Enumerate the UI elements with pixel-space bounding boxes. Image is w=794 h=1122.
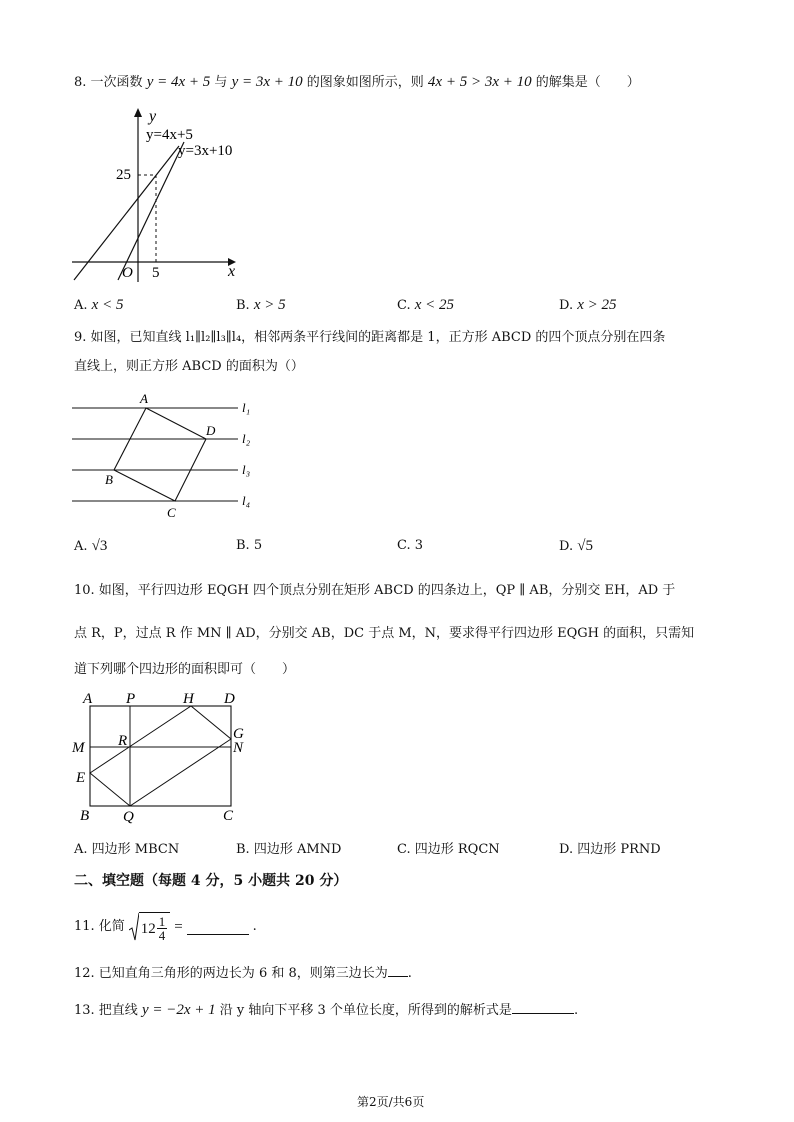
q13 bbox=[74, 999, 578, 1020]
q9-label-l3: l₃ bbox=[242, 462, 251, 477]
q10-stem-line2: 点 R，P，过点 R 作 MN ∥ AD，分别交 AB，DC 于点 M，N，要求得平行四边形 EQGH 的面积，只需知 bbox=[74, 626, 695, 641]
q10-option-b-letter: B. bbox=[236, 842, 250, 857]
q11-end: . bbox=[252, 919, 257, 934]
q10-option-d-text: 四边形 PRND bbox=[577, 842, 661, 857]
q10-label-e: E bbox=[76, 770, 86, 786]
q10-option-c-letter: C. bbox=[397, 842, 411, 857]
q10-label-b: B bbox=[80, 808, 90, 824]
q10-parallelogram-eqgh bbox=[90, 706, 231, 806]
q9-label-d: D bbox=[206, 423, 216, 438]
page-footer: 第2页/共6页 bbox=[357, 1095, 425, 1109]
q9-option-d-letter: D. bbox=[559, 539, 574, 554]
q9-stem-line1: 9. 如图，已知直线 l₁∥l₂∥l₃∥l₄，相邻两条平行线间的距离都是 1，正方形 ABCD 的四个顶点分别在四条 bbox=[74, 330, 666, 345]
q11-text: 化简 bbox=[98, 919, 125, 934]
q12-answer-blank[interactable] bbox=[388, 962, 408, 977]
q9-option-a[interactable] bbox=[74, 538, 107, 555]
q9-label-a: A bbox=[140, 391, 148, 406]
q8-number: 8. bbox=[74, 75, 87, 90]
q13-text-2: 沿 y 轴向下平移 3 个单位长度，所得到的解析式是 bbox=[219, 1003, 512, 1018]
q10-label-q: Q bbox=[123, 809, 134, 825]
q9-stem-line2: 直线上，则正方形 ABCD 的面积为（） bbox=[74, 359, 304, 374]
q11-sqrt-sign bbox=[129, 912, 139, 942]
q8-stem bbox=[74, 73, 640, 92]
q10-label-g: G bbox=[233, 726, 244, 742]
q10-option-b-text: 四边形 AMND bbox=[253, 842, 342, 857]
q10-stem-line1: 10. 如图，平行四边形 EQGH 四个顶点分别在矩形 ABCD 的四条边上，QP ∥ AB，分别交 EH，AD 于 bbox=[74, 583, 676, 598]
q10-option-d[interactable] bbox=[559, 838, 661, 857]
q8-graph bbox=[66, 104, 256, 284]
q8-formula-2: y = 3x + 10 bbox=[231, 74, 303, 90]
section-2-title: 二、填空题（每题 4 分，5 小题共 20 分） bbox=[74, 873, 348, 889]
q9-label-b: B bbox=[105, 472, 113, 487]
q9-label-c: C bbox=[167, 505, 176, 520]
q8-option-a[interactable] bbox=[74, 297, 123, 314]
q9-option-a-letter: A. bbox=[74, 539, 88, 554]
q9-option-b[interactable] bbox=[236, 538, 262, 553]
q10-stem-line3: 道下列哪个四边形的面积即可（ ） bbox=[74, 662, 296, 677]
q9-square-abcd bbox=[114, 408, 206, 501]
q11-equals: = bbox=[174, 919, 183, 935]
q10-label-m: M bbox=[72, 740, 85, 756]
q9-option-c-text: 3 bbox=[414, 538, 424, 553]
q9-option-c-letter: C. bbox=[397, 538, 411, 553]
q12 bbox=[74, 962, 412, 983]
q10-option-a-letter: A. bbox=[74, 842, 88, 857]
q10-label-d: D bbox=[224, 691, 235, 707]
q8-label-x: x bbox=[228, 263, 236, 280]
q13-end: . bbox=[573, 1003, 579, 1018]
q8-y-arrow bbox=[134, 108, 142, 117]
q11-radicand bbox=[139, 912, 171, 942]
q11-frac-num: 1 bbox=[158, 914, 166, 929]
q10-option-c[interactable] bbox=[397, 838, 500, 857]
q9-option-a-text: √3 bbox=[91, 538, 108, 554]
q9-option-d-text: √5 bbox=[577, 538, 593, 554]
q9-label-l1: l₁ bbox=[242, 400, 251, 415]
q8-label-y: y bbox=[149, 108, 157, 125]
q10-label-c: C bbox=[223, 808, 234, 824]
q10-option-c-text: 四边形 RQCN bbox=[414, 842, 500, 857]
q8-option-c-text: x < 25 bbox=[414, 297, 455, 313]
q8-option-a-letter: A. bbox=[74, 298, 88, 313]
q10-option-a-text: 四边形 MBCN bbox=[91, 842, 180, 857]
q8-label-line1: y=4x+5 bbox=[146, 127, 193, 143]
q9-option-b-text: 5 bbox=[253, 538, 263, 553]
q13-formula: y = −2x + 1 bbox=[141, 1002, 216, 1018]
q8-text-1: 一次函数 bbox=[90, 75, 143, 90]
q11 bbox=[74, 912, 257, 942]
q9-option-d[interactable] bbox=[559, 538, 593, 555]
q8-tick-5: 5 bbox=[152, 265, 160, 281]
q8-label-o: O bbox=[122, 265, 133, 281]
q8-option-c-letter: C. bbox=[397, 298, 411, 313]
q8-text-3: 的图象如图所示，则 bbox=[306, 75, 424, 90]
q9-option-c[interactable] bbox=[397, 538, 423, 553]
q10-figure bbox=[68, 688, 258, 828]
q10-option-b[interactable] bbox=[236, 838, 341, 857]
q11-answer-blank[interactable] bbox=[187, 920, 249, 935]
q9-label-l2: l₂ bbox=[242, 431, 251, 446]
q9-label-l4: l₄ bbox=[242, 493, 251, 508]
q8-option-d-text: x > 25 bbox=[577, 297, 617, 313]
q10-label-p: P bbox=[126, 691, 136, 707]
q9-option-b-letter: B. bbox=[236, 538, 250, 553]
q13-answer-blank[interactable] bbox=[512, 999, 574, 1014]
q10-option-a[interactable] bbox=[74, 838, 179, 857]
q10-label-a: A bbox=[83, 691, 93, 707]
q8-option-b[interactable] bbox=[236, 297, 286, 314]
q8-option-d[interactable] bbox=[559, 297, 617, 314]
q8-option-d-letter: D. bbox=[559, 298, 574, 313]
q11-number: 11. bbox=[74, 919, 95, 934]
q12-text: 12. 已知直角三角形的两边长为 6 和 8，则第三边长为 bbox=[74, 966, 388, 981]
q11-fraction bbox=[157, 915, 168, 942]
q8-tick-25: 25 bbox=[116, 167, 131, 183]
q8-text-4: 的解集是（ ） bbox=[535, 75, 640, 90]
q9-figure bbox=[70, 388, 270, 523]
q8-option-a-text: x < 5 bbox=[91, 297, 124, 313]
q10-label-r: R bbox=[118, 733, 128, 749]
q8-option-c[interactable] bbox=[397, 297, 454, 314]
q8-option-b-text: x > 5 bbox=[253, 297, 286, 313]
q11-frac-den: 4 bbox=[158, 928, 166, 943]
q11-whole: 12 bbox=[140, 920, 156, 937]
q13-text-1: 13. 把直线 bbox=[74, 1003, 138, 1018]
q8-label-line2: y=3x+10 bbox=[178, 143, 233, 159]
q10-label-h: H bbox=[183, 691, 194, 707]
q12-end: . bbox=[407, 966, 412, 981]
q8-text-2: 与 bbox=[214, 75, 228, 90]
q10-label-n: N bbox=[233, 740, 244, 756]
q10-option-d-letter: D. bbox=[559, 842, 574, 857]
q8-formula-1: y = 4x + 5 bbox=[146, 74, 211, 90]
q8-inequality: 4x + 5 > 3x + 10 bbox=[427, 74, 532, 90]
q8-option-b-letter: B. bbox=[236, 298, 250, 313]
